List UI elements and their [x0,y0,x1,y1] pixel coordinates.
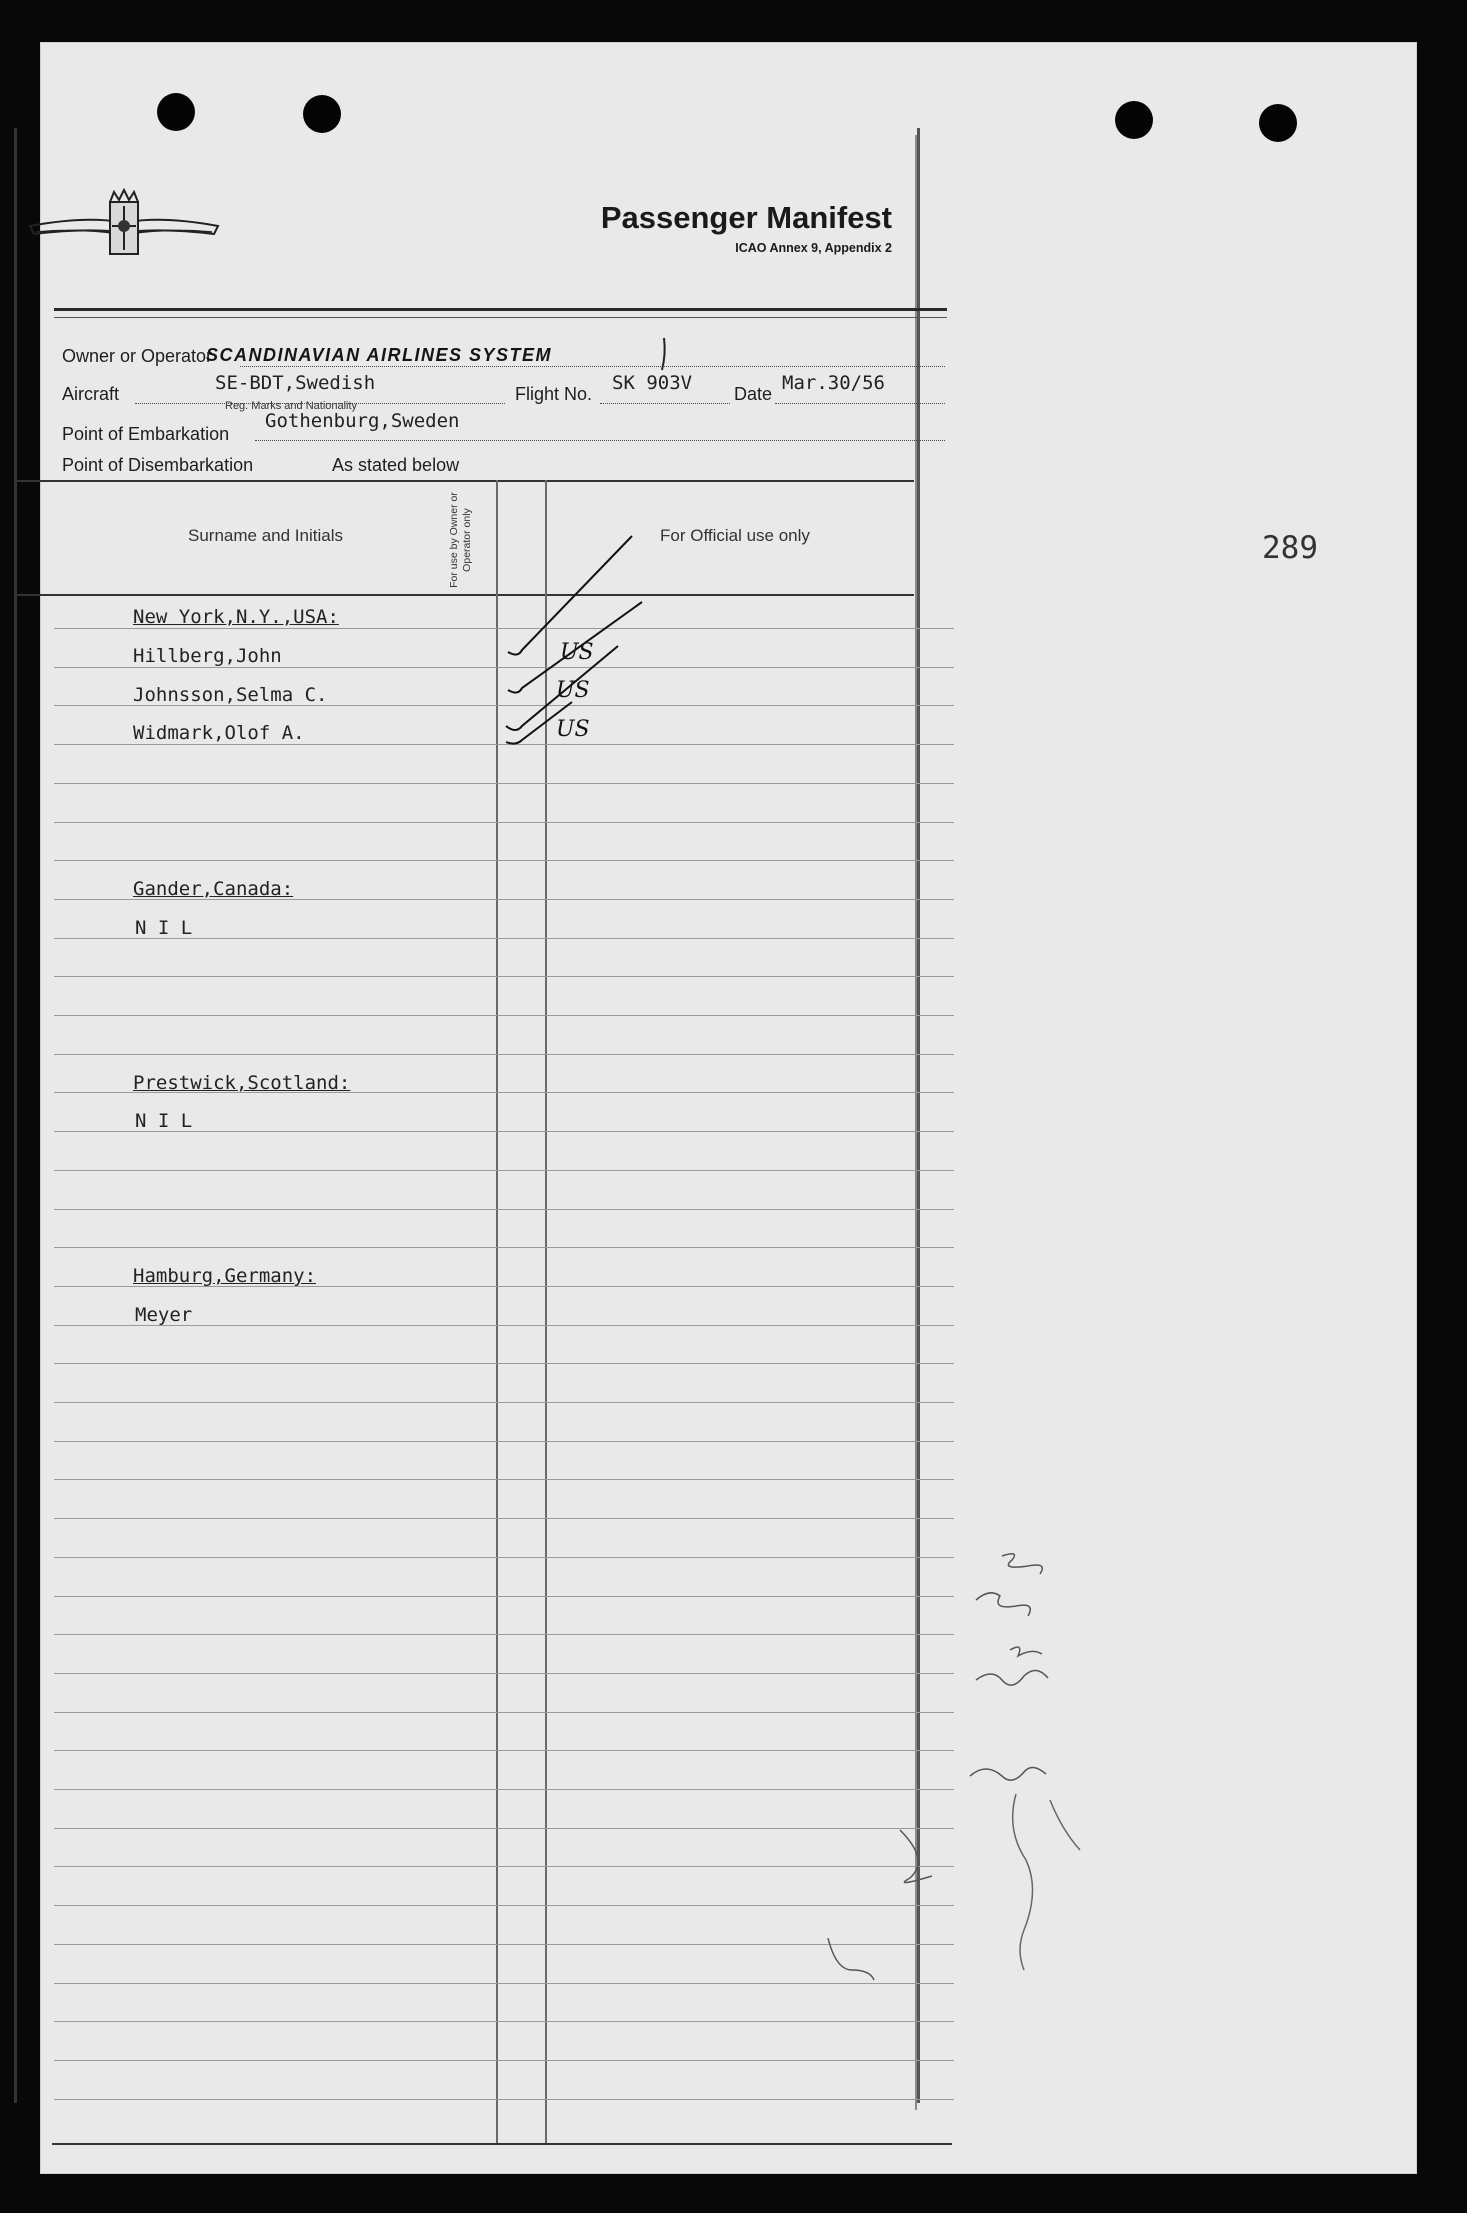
table-row-line [54,976,954,977]
embarkation-label: Point of Embarkation [62,424,230,444]
official-use-header: For Official use only [660,526,810,545]
owner-value: SCANDINAVIAN AIRLINES SYSTEM [206,345,553,365]
table-row-line [54,822,954,823]
reg-note: Reg. Marks and Nationality [225,400,358,412]
table-row-line [54,2060,954,2061]
embark-underline [255,440,945,441]
date-underline [775,403,945,404]
table-row-line [54,1170,954,1171]
table-row-line [54,1402,954,1403]
table-row-line [54,860,954,861]
date-value: Mar.30/56 [782,372,885,394]
destination-heading-gander: Gander,Canada: [133,878,294,900]
punch-hole-3 [1115,101,1153,139]
aircraft-underline [135,403,505,404]
owner-underline [240,366,945,367]
aircraft-value: SE-BDT,Swedish [215,372,376,394]
table-row-line [54,1441,954,1442]
flight-underline [600,403,730,404]
table-row-line [54,1209,954,1210]
owner-use-header: For use by Owner or Operator only [448,492,473,588]
table-row-line [54,1247,954,1248]
disembarkation-label: Point of Disembarkation [62,455,254,475]
form-title: Passenger Manifest [600,200,892,235]
table-row-line [54,1363,954,1364]
destination-heading-prestwick: Prestwick,Scotland: [133,1072,351,1094]
us-mark-2: US [556,678,590,703]
destination-heading-hamburg: Hamburg,Germany: [133,1265,317,1287]
destination-heading-new-york: New York,N.Y.,USA: [133,606,339,628]
flight-value: SK 903V [612,372,693,394]
table-row-line [54,1015,954,1016]
table-row-line [54,1054,954,1055]
flight-label: Flight No. [515,384,593,404]
table-row-line [54,1518,954,1519]
us-mark-1: US [560,640,594,665]
disembarkation-value: As stated below [332,455,460,475]
title-rule [54,308,947,311]
prestwick-nil: N I L [135,1110,193,1132]
owner-label: Owner or Operator [62,346,213,366]
page-number: 289 [1262,530,1318,566]
table-row-line [54,2099,954,2100]
sas-logo-icon [24,188,224,272]
gander-nil: N I L [135,917,193,939]
form-bottom-rule [52,2143,952,2145]
form-subtitle: ICAO Annex 9, Appendix 2 [735,241,892,255]
embarkation-value: Gothenburg,Sweden [265,410,460,432]
passenger-widmark: Widmark,Olof A. [133,722,305,744]
us-mark-3: US [556,717,590,742]
surname-header: Surname and Initials [188,526,343,545]
table-row-line [54,783,954,784]
passenger-hillberg: Hillberg,John [133,645,282,667]
owner-col-left-line [496,480,498,2145]
passenger-johnsson: Johnsson,Selma C. [133,684,328,706]
punch-hole-1 [157,93,195,131]
margin-scribble-icon [780,1530,1110,2030]
passenger-meyer: Meyer [135,1304,193,1326]
aircraft-label: Aircraft [62,384,120,404]
punch-hole-4 [1259,104,1297,142]
table-row-line [54,1479,954,1480]
title-rule-thin [54,317,947,318]
date-label: Date [734,384,773,404]
